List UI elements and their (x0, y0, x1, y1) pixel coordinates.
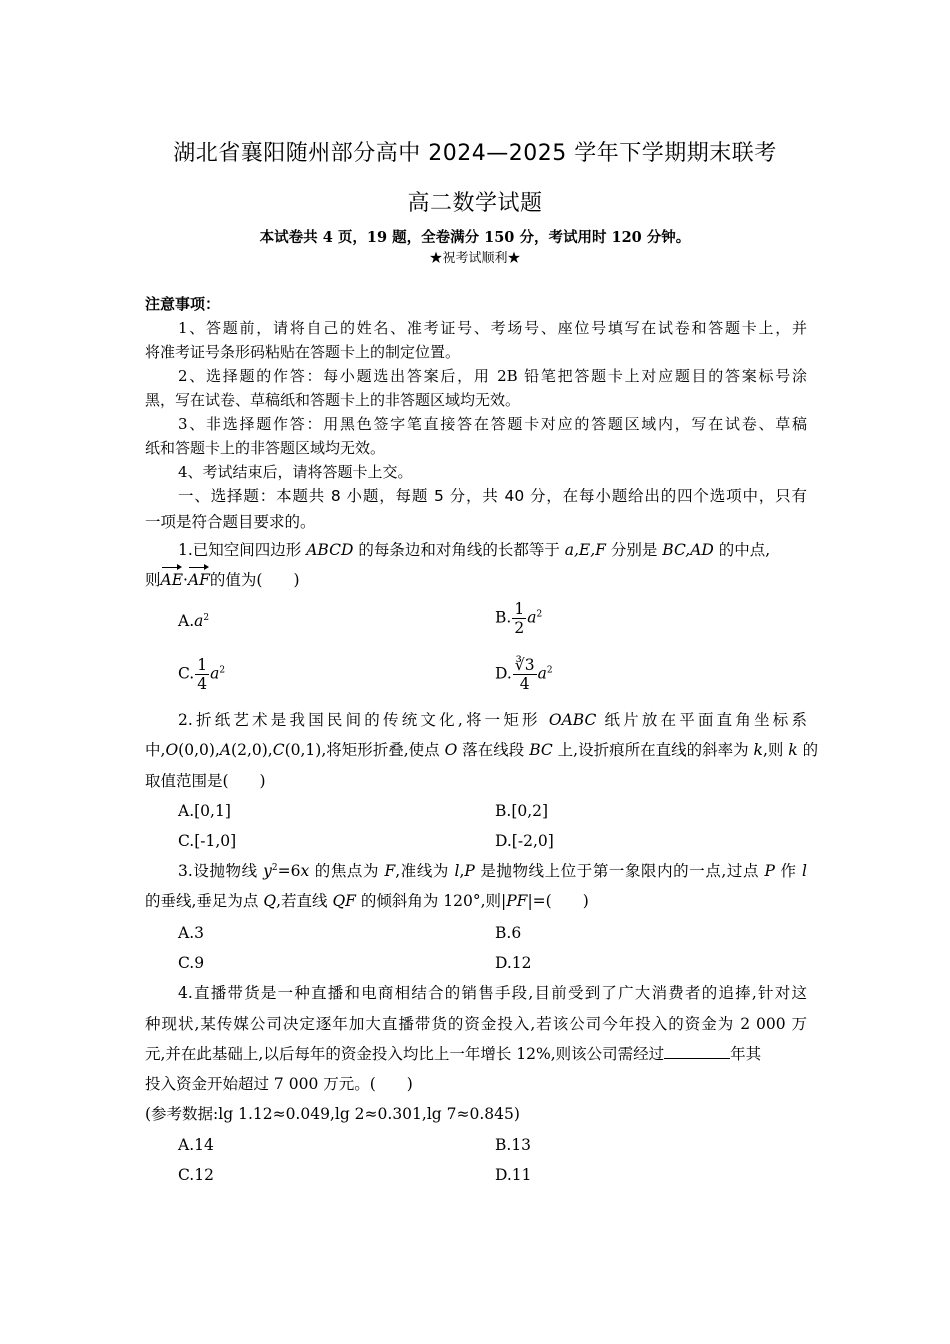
segment-bc: BC (529, 741, 553, 759)
line-l: l (802, 862, 808, 880)
question-3-stem-line-1 (178, 860, 807, 882)
option-exp: 2 (536, 609, 543, 620)
option-label: A. (178, 612, 195, 630)
fraction-numerator: ∛3 (514, 656, 535, 674)
q2-text: ,则 (762, 741, 789, 759)
q3-text: 的焦点为 (309, 862, 385, 880)
q1-bcad: BC,AD (662, 541, 714, 559)
question-4-stem-line-1: 4.直播带货是一种直播和电商相结合的销售手段,目前受到了广大消费者的追捧,针对这 (178, 984, 807, 1002)
question-4-reference-data: (参考数据:lg 1.12≈0.049,lg 2≈0.301,lg 7≈0.845) (145, 1105, 520, 1123)
q1-abcd: ABCD (306, 541, 354, 559)
q4-text: 元,并在此基础上,以后每年的资金投入均比上一年增长 12%,则该公司需经过 (145, 1045, 665, 1063)
option-var: a (537, 664, 547, 683)
q2-text: (0,0), (178, 741, 220, 759)
fraction-denominator: 4 (197, 675, 208, 693)
question-1-stem-line-2 (145, 569, 807, 591)
dot-operator: · (183, 571, 188, 589)
q1-option-b (495, 600, 542, 637)
q4-text: 年其 (730, 1045, 762, 1063)
var-k: k (753, 741, 763, 759)
q1-text: 的值为( ) (209, 571, 300, 589)
q3-option-a: A.3 (178, 924, 204, 942)
q2-text: 落在线段 (457, 741, 530, 759)
option-exp: 2 (203, 612, 210, 623)
q1-aef: a,E,F (564, 541, 606, 559)
q2-option-a: A.[0,1] (178, 802, 231, 820)
q3-text: |=( ) (527, 892, 589, 910)
segment-pf: PF (506, 892, 528, 910)
answer-blank (664, 1044, 730, 1059)
q1-text: 1.已知空间四边形 (178, 541, 307, 559)
notice-item-1-line-2: 将准考证号条形码粘贴在答题卡上的制定位置。 (145, 343, 461, 361)
q1-text: 的每条边和对角线的长都等于 (353, 541, 565, 559)
q2-text: 上,设折痕所在直线的斜率为 (552, 741, 754, 759)
notice-heading: 注意事项： (145, 295, 221, 313)
vector-ae: AE (160, 571, 184, 589)
notice-item-3-line-1: 3、非选择题作答：用黑色签字笔直接答在答题卡对应的答题区域内，写在试卷、草稿 (178, 415, 807, 433)
line-l: l (454, 862, 460, 880)
q4-option-c: C.12 (178, 1166, 214, 1184)
q1-option-c (178, 656, 225, 693)
option-var: a (210, 664, 220, 683)
q2-text: (2,0), (231, 741, 273, 759)
point-a: A (219, 741, 232, 759)
q3-text: 的倾斜角为 120°,则| (355, 892, 507, 910)
q2-oabc: OABC (548, 711, 597, 729)
q1-option-a (178, 610, 209, 632)
point-p: P (464, 862, 475, 880)
q4-option-d: D.11 (495, 1166, 532, 1184)
q3-text: ,准线为 (395, 862, 455, 880)
fraction-numerator: 1 (197, 656, 208, 674)
option-exp: 2 (219, 665, 226, 676)
var-y: y (263, 862, 272, 880)
fraction-denominator: 2 (514, 619, 525, 637)
q2-text: 纸片放在平面直角坐标系 (596, 711, 807, 729)
q2-text: (0,1), (284, 741, 327, 759)
q2-option-c: C.[-1,0] (178, 832, 237, 850)
q4-option-b: B.13 (495, 1136, 532, 1154)
q3-text: 的垂线,垂足为点 (145, 892, 264, 910)
q2-text: 的 (797, 741, 819, 759)
q3-option-b: B.6 (495, 924, 522, 942)
exam-subtitle: 高二数学试题 (407, 191, 543, 216)
q2-option-d: D.[-2,0] (495, 832, 554, 850)
var-k: k (788, 741, 798, 759)
q3-text: ,若直线 (276, 892, 333, 910)
point-o: O (444, 741, 458, 759)
notice-item-2-line-2: 黑，写在试卷、草稿纸和答题卡上的非答题区域均无效。 (145, 391, 521, 409)
option-exp: 2 (546, 665, 553, 676)
q3-text: =6 (277, 862, 301, 880)
section-1-heading-line-1: 一、选择题：本题共 8 小题，每题 5 分，共 40 分，在每小题给出的四个选项中，只有 (178, 487, 807, 505)
exponent: 2 (271, 862, 278, 873)
point-f: F (384, 862, 396, 880)
q1-option-d (495, 656, 553, 693)
q3-text: 是抛物线上位于第一象限内的一点,过点 (474, 862, 765, 880)
notice-item-4: 4、考试结束后，请将答题卡上交。 (178, 463, 413, 481)
exam-title: 湖北省襄阳随州部分高中 2024—2025 学年下学期期末联考 (173, 141, 777, 166)
question-4-stem-line-2: 种现状,某传媒公司决定逐年加大直播带货的资金投入,若该公司今年投入的资金为 2 000 万 (145, 1015, 807, 1033)
point-q: Q (263, 892, 277, 910)
q2-text: 2.折纸艺术是我国民间的传统文化,将一矩形 (178, 711, 549, 729)
var-x: x (300, 862, 310, 880)
q2-text: 将矩形折叠,使点 (326, 741, 445, 759)
q1-text: 的中点, (713, 541, 771, 559)
fraction (195, 656, 209, 693)
point-c: C (272, 741, 285, 759)
notice-item-2-line-1: 2、选择题的作答：每小题选出答案后，用 2B 铅笔把答题卡上对应题目的答案标号涂 (178, 367, 807, 385)
question-4-stem-line-3 (145, 1043, 807, 1065)
point-p: P (764, 862, 775, 880)
q3-option-c: C.9 (178, 954, 205, 972)
section-1-heading-line-2: 一项是符合题目要求的。 (145, 513, 316, 531)
question-4-stem-line-4: 投入资金开始超过 7 000 万元。( ) (145, 1075, 413, 1093)
question-1-stem-line-1 (178, 539, 807, 561)
q3-text: , (459, 862, 465, 880)
question-2-stem-line-1 (178, 709, 807, 731)
notice-item-3-line-2: 纸和答题卡上的非答题区域均无效。 (145, 439, 386, 457)
vector-af: AF (187, 571, 210, 589)
question-2-stem-line-2 (145, 739, 819, 761)
fraction-denominator: 4 (519, 675, 530, 693)
fraction-numerator: 1 (514, 600, 525, 618)
q3-text: 作 (774, 862, 803, 880)
exam-blessing: ★祝考试顺利★ (429, 251, 521, 266)
q1-text: 分别是 (605, 541, 663, 559)
fraction (512, 600, 526, 637)
notice-item-1-line-1: 1、答题前，请将自己的姓名、准考证号、考场号、座位号填写在试卷和答题卡上，并 (178, 319, 807, 337)
q3-option-d: D.12 (495, 954, 532, 972)
q2-text: 中, (145, 741, 166, 759)
question-2-stem-line-3: 取值范围是( ) (145, 772, 266, 790)
exam-info: 本试卷共 4 页，19 题，全卷满分 150 分，考试用时 120 分钟。 (259, 229, 691, 246)
q1-text: 则 (145, 571, 161, 589)
line-qf: QF (332, 892, 356, 910)
option-var: a (527, 608, 537, 627)
q4-option-a: A.14 (178, 1136, 214, 1154)
option-var: a (194, 612, 204, 630)
option-label: D. (495, 664, 512, 683)
question-3-stem-line-2 (145, 890, 807, 912)
option-label: C. (178, 664, 195, 683)
option-label: B. (495, 608, 512, 627)
q2-option-b: B.[0,2] (495, 802, 549, 820)
q3-text: 3.设抛物线 (178, 862, 264, 880)
fraction (513, 656, 537, 693)
point-o: O (165, 741, 179, 759)
